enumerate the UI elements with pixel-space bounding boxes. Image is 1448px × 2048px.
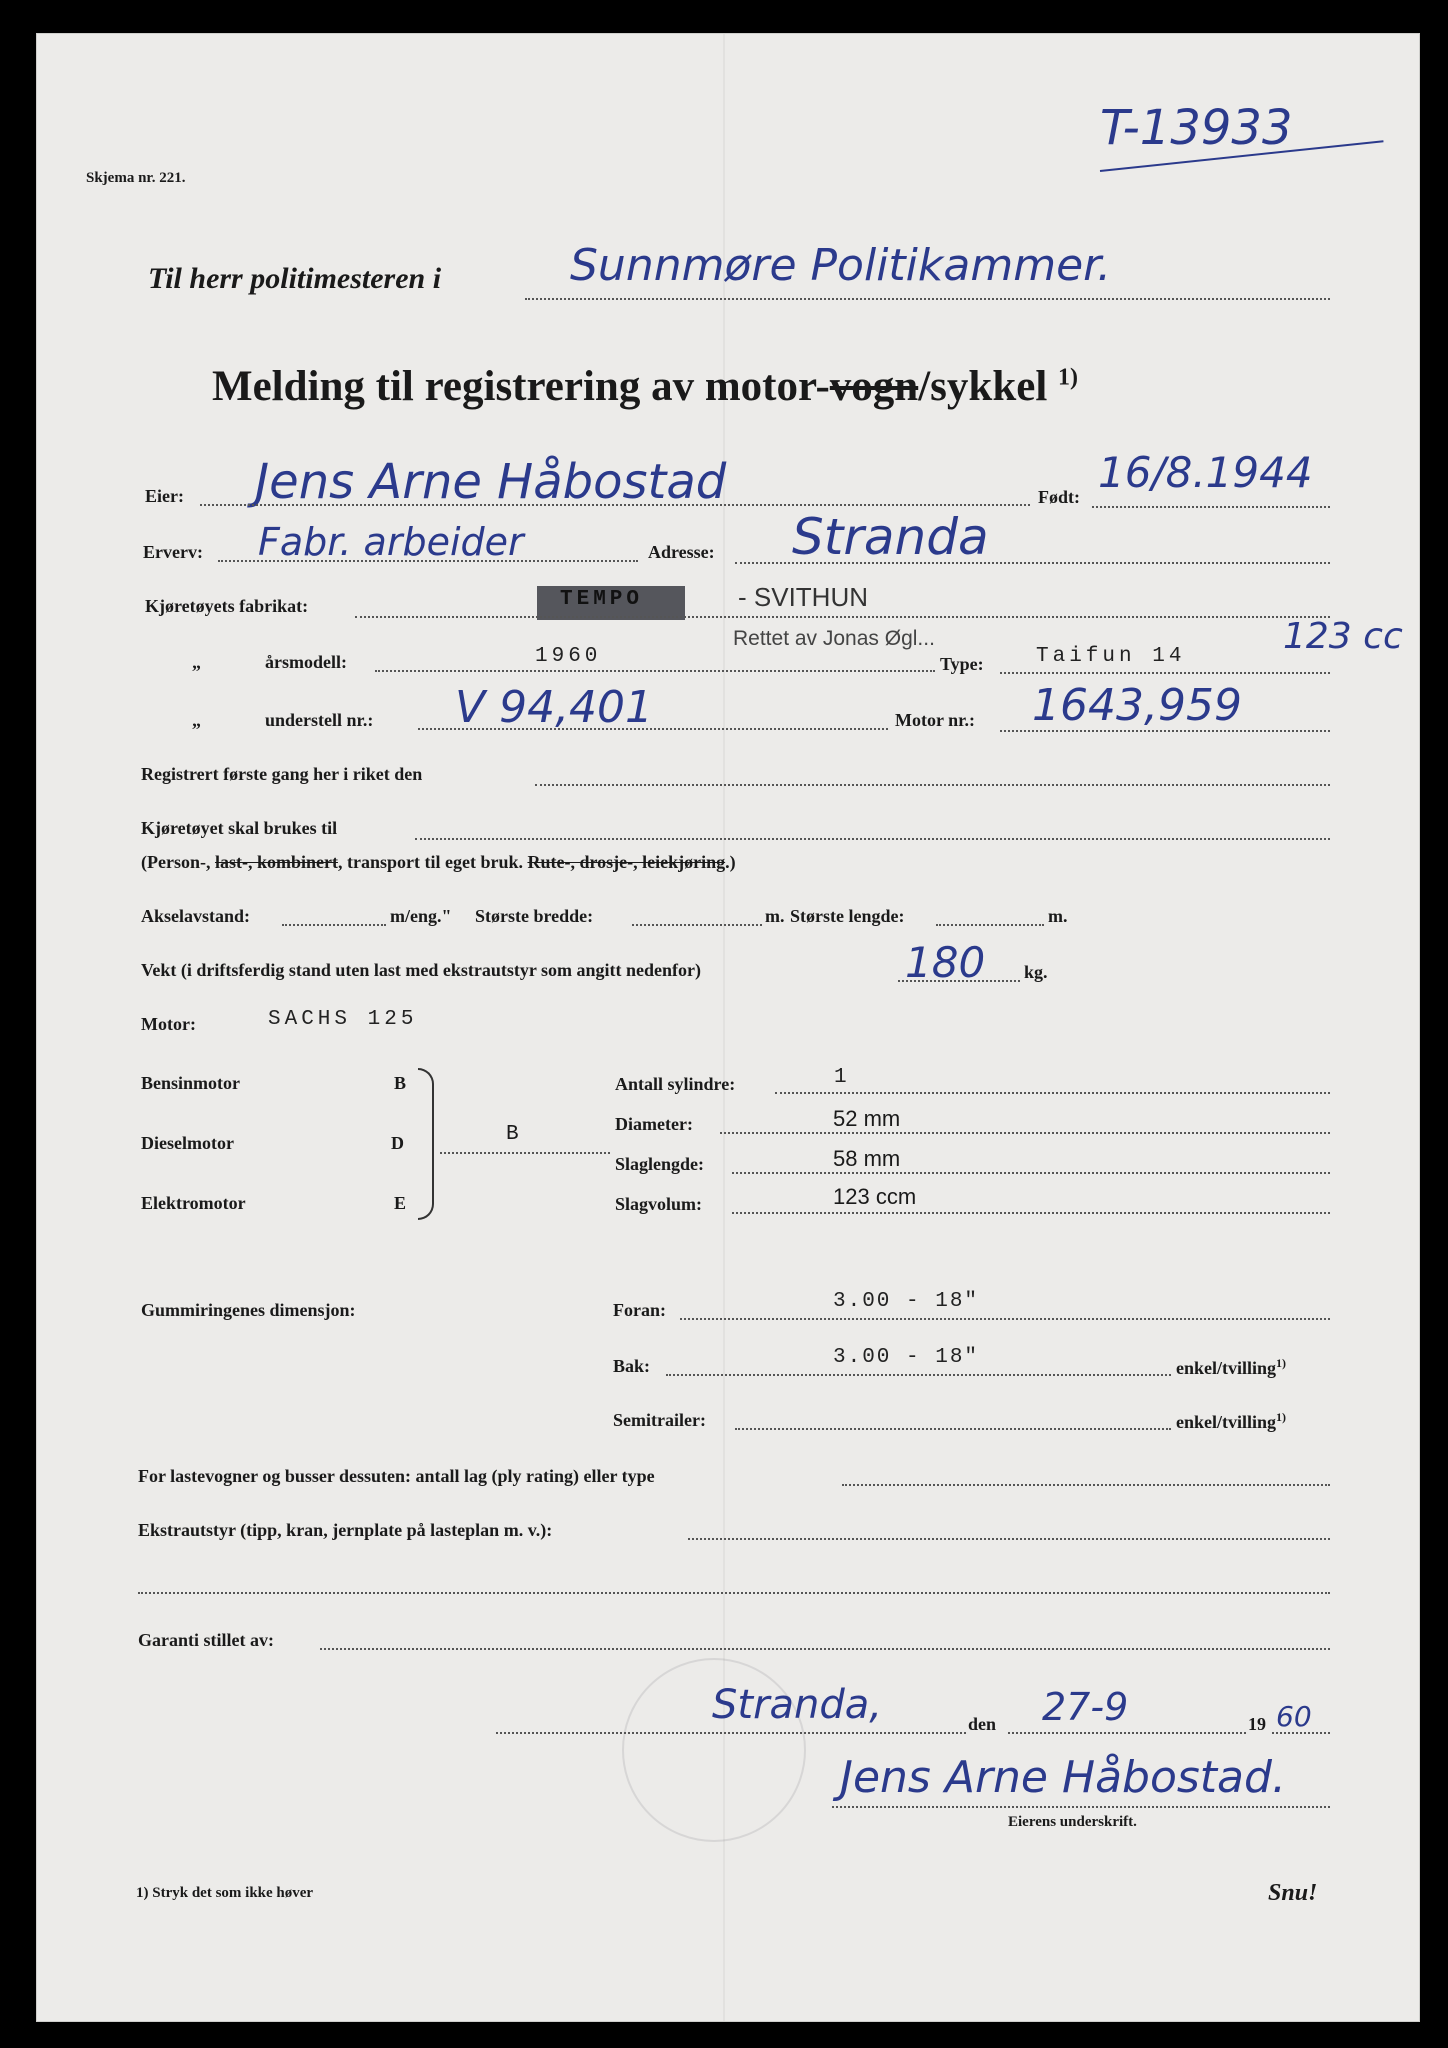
bak-value: 3.00 - 18" xyxy=(833,1346,980,1369)
registrert-label: Registrert første gang her i riket den xyxy=(141,764,423,784)
semi-line xyxy=(735,1428,1171,1430)
vekt-line xyxy=(898,980,1020,982)
turn-over-note: Snu! xyxy=(1268,1880,1318,1906)
bensin-label: Bensinmotor xyxy=(141,1073,240,1093)
type-line xyxy=(1000,672,1330,674)
motor-nr-line xyxy=(1000,730,1330,732)
arsmodell-value: 1960 xyxy=(535,645,602,668)
erverv-label: Erverv: xyxy=(143,542,203,562)
fodt-label: Født: xyxy=(1038,487,1080,507)
reference-number: T-13933 xyxy=(1100,100,1293,156)
footnote: 1) Stryk det som ikke høver xyxy=(136,1885,314,1901)
brukes-line xyxy=(415,838,1330,840)
fodt-line xyxy=(1092,506,1330,508)
erverv-value: Fabr. arbeider xyxy=(258,520,524,564)
foran-label: Foran: xyxy=(613,1300,666,1320)
semi-enkel-label: enkel/tvilling$^{1)}$ xyxy=(1176,1410,1287,1432)
semi-label: Semitrailer: xyxy=(613,1410,706,1430)
foran-line xyxy=(680,1318,1330,1320)
type-note: 123 cc xyxy=(1283,616,1403,657)
bredde-unit: m. xyxy=(765,906,785,926)
vekt-label: Vekt (i driftsferdig stand uten last med ekstrautstyr som angitt nedenfor) xyxy=(141,960,701,980)
schema-number: Skjema nr. 221. xyxy=(86,170,186,186)
tires-label: Gummiringenes dimensjon: xyxy=(141,1300,356,1320)
vekt-unit: kg. xyxy=(1024,962,1048,982)
recipient-value: Sunnmøre Politikammer. xyxy=(570,240,1112,291)
diesel-code: D xyxy=(391,1133,404,1153)
ekstrautstyr-label: Ekstrautstyr (tipp, kran, jernplate på lasteplan m. v.): xyxy=(138,1520,553,1540)
correction-stamp: Rettet av Jonas Øgl... xyxy=(733,627,935,650)
lengde-line xyxy=(936,924,1044,926)
eier-value: Jens Arne Håbostad xyxy=(255,454,727,510)
elektro-label: Elektromotor xyxy=(141,1193,246,1213)
motor-value: SACHS 125 xyxy=(268,1008,418,1031)
form-title: Melding til registrering av motor-vogn/sykkel $^{1)}$ xyxy=(212,363,1079,410)
year-value: 60 xyxy=(1276,1700,1312,1733)
place-line xyxy=(496,1732,966,1734)
diameter-value: 52 mm xyxy=(833,1106,901,1131)
ditto-mark-2: „ xyxy=(192,710,201,730)
ditto-mark-1: „ xyxy=(192,652,201,672)
lastevogner-line xyxy=(842,1484,1330,1486)
motor-brace xyxy=(418,1068,434,1220)
lengde-label: Største lengde: xyxy=(790,906,905,926)
understell-line xyxy=(418,728,888,730)
owner-signature: Jens Arne Håbostad. xyxy=(840,1752,1286,1803)
eier-label: Eier: xyxy=(145,486,184,506)
understell-value: V 94,401 xyxy=(455,682,654,733)
elektro-code: E xyxy=(394,1193,407,1213)
sylindre-line xyxy=(775,1092,1330,1094)
fabrikat-value: TEMPO xyxy=(560,588,644,611)
understell-label: understell nr.: xyxy=(265,710,374,730)
garanti-line xyxy=(320,1648,1330,1650)
adresse-line xyxy=(735,562,1330,564)
selected-motor-code: B xyxy=(506,1123,519,1146)
motor-nr-label: Motor nr.: xyxy=(895,710,975,730)
selected-motor-line xyxy=(440,1152,610,1154)
bak-label: Bak: xyxy=(613,1356,651,1376)
aksel-line xyxy=(282,924,386,926)
recipient-label: Til herr politimesteren i xyxy=(148,262,442,295)
adresse-value: Stranda xyxy=(792,508,989,566)
date-value: 27-9 xyxy=(1042,1685,1129,1729)
lastevogner-label: For lastevogner og busser dessuten: antall lag (ply rating) eller type xyxy=(138,1466,655,1486)
aksel-unit: m/eng." xyxy=(390,906,452,926)
foran-value: 3.00 - 18" xyxy=(833,1290,980,1313)
year-prefix: 19 xyxy=(1248,1714,1266,1734)
motor-nr-value: 1643,959 xyxy=(1032,680,1242,731)
bredde-line xyxy=(632,924,762,926)
arsmodell-label: årsmodell: xyxy=(265,652,347,672)
date-line xyxy=(1008,1732,1246,1734)
vekt-value: 180 xyxy=(905,938,986,987)
slaglengde-line xyxy=(732,1172,1330,1174)
diameter-line xyxy=(720,1132,1330,1134)
slaglengde-label: Slaglengde: xyxy=(615,1154,705,1174)
slagvolum-line xyxy=(732,1212,1330,1214)
signature-line xyxy=(832,1806,1330,1808)
fodt-value: 16/8.1944 xyxy=(1098,448,1313,497)
diameter-label: Diameter: xyxy=(615,1114,693,1134)
type-label: Type: xyxy=(940,654,984,674)
fabrikat-label: Kjøretøyets fabrikat: xyxy=(145,596,309,616)
aksel-label: Akselavstand: xyxy=(141,906,251,926)
registrert-line xyxy=(535,784,1330,786)
ekstrautstyr-line-2 xyxy=(138,1592,1330,1594)
fabrikat-line xyxy=(355,616,1330,618)
fabrikat-value-2: - SVITHUN xyxy=(738,582,868,612)
slagvolum-label: Slagvolum: xyxy=(615,1194,703,1214)
lengde-unit: m. xyxy=(1048,906,1068,926)
ekstrautstyr-line xyxy=(688,1538,1330,1540)
bredde-label: Største bredde: xyxy=(475,906,594,926)
usage-options: (Person-, last-, kombinert, transport til eget bruk. Rute-, drosje-, leiekjøring.) xyxy=(141,852,736,872)
bak-line xyxy=(666,1374,1171,1376)
recipient-line xyxy=(525,298,1330,300)
bak-enkel-label: enkel/tvilling$^{1)}$ xyxy=(1176,1356,1287,1378)
adresse-label: Adresse: xyxy=(648,542,715,562)
bensin-code: B xyxy=(394,1073,407,1093)
arsmodell-line xyxy=(375,670,935,672)
slagvolum-value: 123 ccm xyxy=(833,1184,917,1209)
eier-line xyxy=(200,504,1030,506)
brukes-label: Kjøretøyet skal brukes til xyxy=(141,818,338,838)
slaglengde-value: 58 mm xyxy=(833,1146,901,1171)
sylindre-value: 1 xyxy=(834,1066,851,1089)
diesel-label: Dieselmotor xyxy=(141,1133,234,1153)
garanti-label: Garanti stillet av: xyxy=(138,1630,274,1650)
motor-label: Motor: xyxy=(141,1014,196,1034)
type-value: Taifun 14 xyxy=(1036,645,1186,668)
den-label: den xyxy=(968,1714,997,1734)
sylindre-label: Antall sylindre: xyxy=(615,1074,736,1094)
year-line xyxy=(1272,1732,1330,1734)
erverv-line xyxy=(218,560,638,562)
signature-caption: Eierens underskrift. xyxy=(1008,1814,1137,1830)
place-value: Stranda, xyxy=(712,1682,882,1728)
